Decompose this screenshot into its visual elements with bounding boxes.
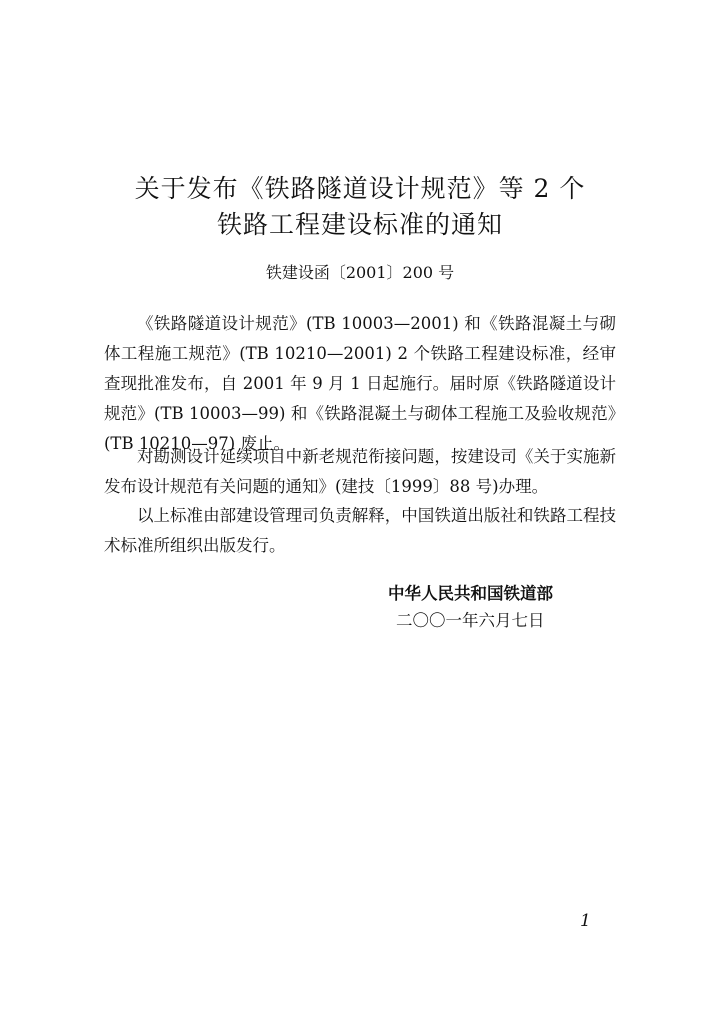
page-number: 1: [580, 911, 591, 931]
document-number: 铁建设函〔2001〕200 号: [265, 263, 455, 282]
body-paragraph-3: 以上标准由部建设管理司负责解释，中国铁道出版社和铁路工程技术标准所组织出版发行。: [104, 506, 616, 555]
body-paragraph-1: 《铁路隧道设计规范》(TB 10003—2001) 和《铁路混凝土与砌体工程施工规范》(TB 10210—2001) 2 个铁路工程建设标准，经审查现批准发布，自 2001 年 9 月 1 日起施行。届时原《铁路隧道设计规范》(TB 10003—99) 和《铁路混凝土与砌体工程施工及验收规范》(TB 10210—97) 废止。: [104, 314, 616, 453]
document-title-line-2: 铁路工程建设标准的通知: [216, 210, 503, 239]
signature-organization: 中华人民共和国铁道部: [388, 584, 553, 603]
body-paragraph-2: 对勘测设计延续项目中新老规范衔接问题，按建设司《关于实施新发布设计规范有关问题的通知》(建技〔1999〕88 号)办理。: [104, 447, 616, 496]
document-title-line-1: 关于发布《铁路隧道设计规范》等 2 个: [134, 174, 586, 203]
signature-date: 二〇〇一年六月七日: [396, 611, 545, 630]
